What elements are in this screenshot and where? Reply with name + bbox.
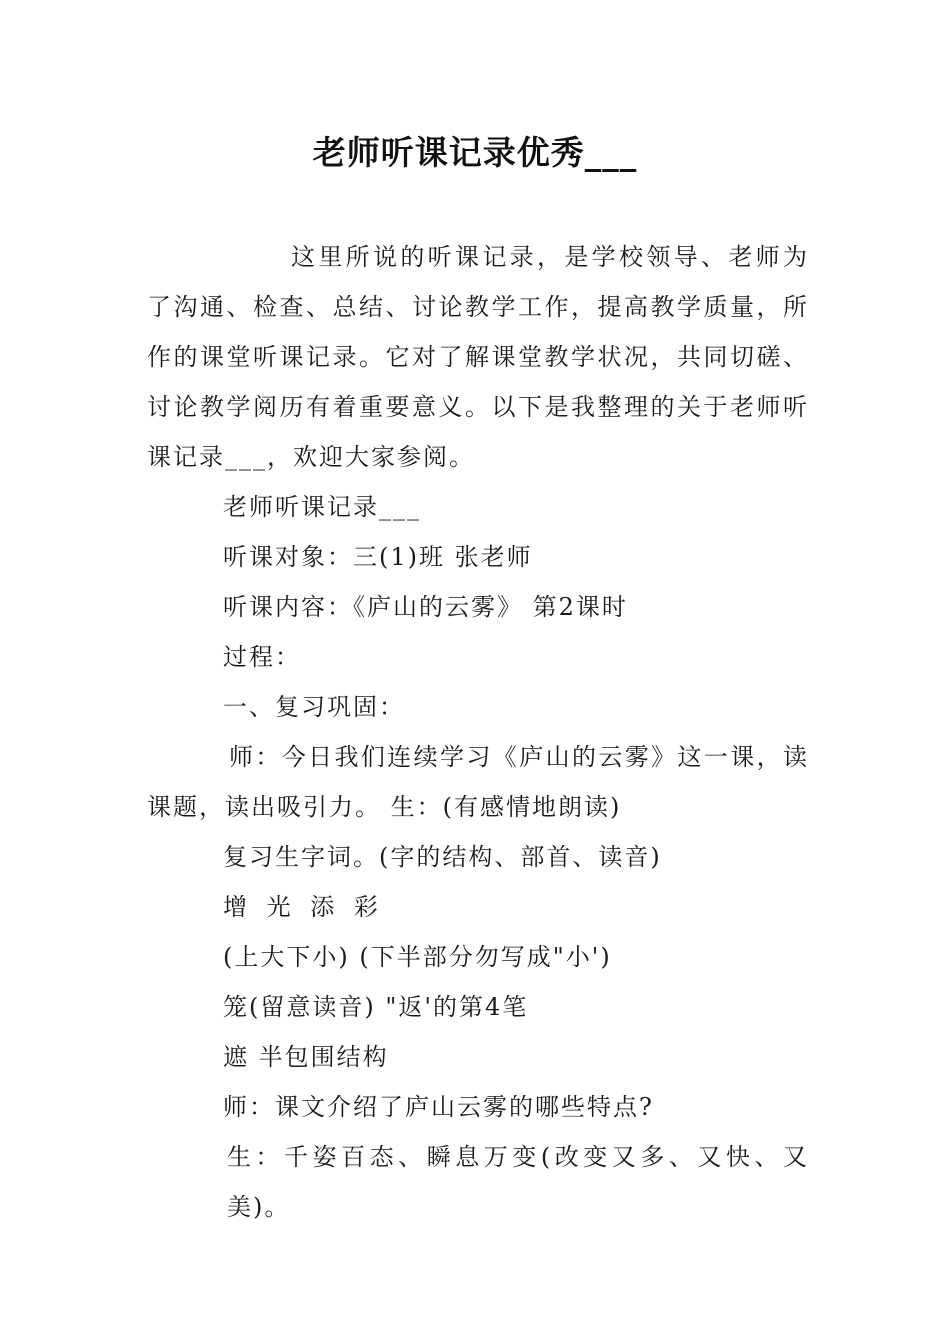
structure-note-3: 遮 半包围结构 — [223, 1043, 389, 1071]
document-body — [147, 232, 809, 1232]
lesson-object: 听课对象：三(1)班 张老师 — [223, 543, 533, 571]
intro-paragraph: 这里所说的听课记录，是学校领导、老师为了沟通、检查、总结、讨论教学工作，提高教学质量，所作的课堂听课记录。它对了解课堂教学状况，共同切磋、讨论教学阅历有着重要意义。以下是我整理的关于老师听课记录___，欢迎大家参阅。 — [147, 243, 809, 471]
lesson-content: 听课内容：《庐山的云雾》 第2课时 — [223, 593, 628, 621]
structure-note-1: (上大下小) (下半部分勿写成"小') — [223, 943, 612, 971]
structure-note-2: 笼(留意读音) "返'的第4笔 — [223, 993, 529, 1021]
document-title: 老师听课记录优秀___ — [312, 133, 638, 172]
record-heading: 老师听课记录___ — [223, 493, 421, 521]
teacher-question: 师：课文介绍了庐山云雾的哪些特点? — [223, 1093, 654, 1121]
process-label: 过程： — [223, 643, 301, 671]
review-words-line: 复习生字词。(字的结构、部首、读音) — [223, 843, 662, 871]
characters-line: 增 光 添 彩 — [223, 893, 380, 921]
teacher-line-1: 师：今日我们连续学习《庐山的云雾》这一课，读课题，读出吸引力。 生：(有感情地朗读) — [147, 743, 809, 821]
student-answer: 生：千姿百态、瞬息万变(改变又多、又快、又美)。 — [227, 1143, 809, 1221]
section-review-heading: 一、复习巩固： — [223, 693, 405, 721]
